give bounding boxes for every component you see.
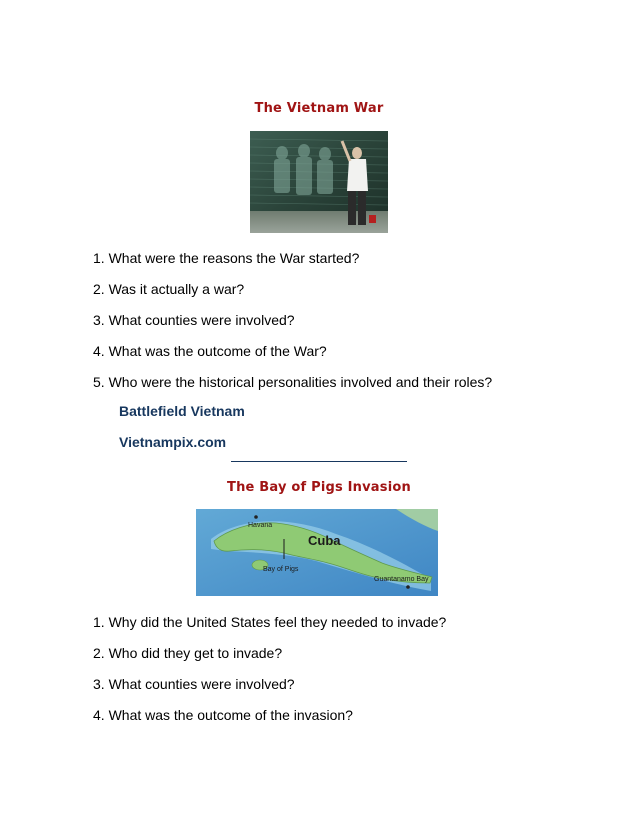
vietnam-memorial-photo (250, 131, 388, 233)
cuba-map (196, 509, 438, 596)
bay-of-pigs-label: Bay of Pigs (263, 566, 299, 573)
havana-label: Havana (248, 522, 273, 529)
vietnam-question-1: 1. What were the reasons the War started? (93, 250, 360, 266)
vietnam-question-4: 4. What was the outcome of the War? (93, 343, 327, 359)
bay-question-4: 4. What was the outcome of the invasion? (93, 707, 353, 723)
bay-question-1: 1. Why did the United States feel they needed to invade? (93, 614, 447, 630)
vietnampix-link[interactable]: Vietnampix.com (119, 434, 227, 450)
guantanamo-label: Guantanamo Bay (374, 576, 429, 583)
vietnam-question-5: 5. Who were the historical personalities involved and their roles? (93, 374, 493, 390)
vietnam-question-3: 3. What counties were involved? (93, 312, 295, 328)
vietnam-war-heading: The Vietnam War (254, 101, 384, 116)
cuba-label: Cuba (308, 533, 341, 548)
bay-of-pigs-heading: The Bay of Pigs Invasion (227, 480, 411, 495)
bay-question-3: 3. What counties were involved? (93, 676, 295, 692)
battlefield-vietnam-link[interactable]: Battlefield Vietnam (119, 403, 245, 419)
bay-question-2: 2. Who did they get to invade? (93, 645, 283, 661)
vietnam-question-2: 2. Was it actually a war? (93, 281, 245, 297)
section-divider (231, 461, 407, 462)
